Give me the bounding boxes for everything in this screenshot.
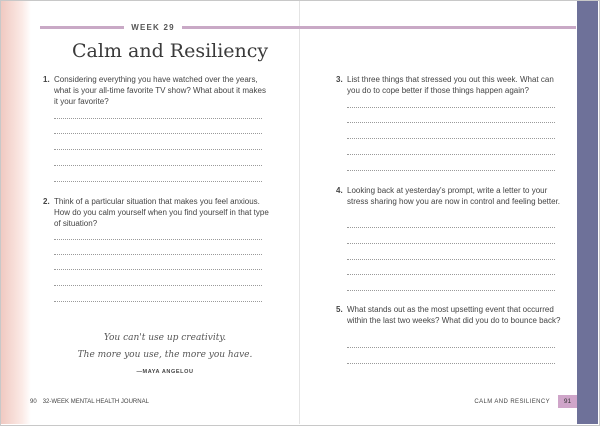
question-number: 4.	[336, 186, 343, 195]
question-2	[43, 196, 274, 229]
quote-line-1: You can't use up creativity.	[103, 333, 227, 343]
right-page-number: 91	[558, 395, 577, 408]
header-rule-left	[40, 26, 124, 29]
question-text: Think of a particular situation that makes you feel anxious. How do you calm yourself when you find yourself in that type of situation?	[54, 197, 269, 228]
header-rule-right	[182, 26, 576, 29]
footer-left	[30, 399, 149, 405]
question-text: What stands out as the most upsetting event that occurred within the last two weeks? What did you do to bounce back?	[347, 305, 561, 325]
answer-line[interactable]	[347, 122, 555, 123]
question-text: Looking back at yesterday's prompt, write a letter to your stress sharing how you are now in control and feeling better.	[347, 186, 561, 206]
answer-line[interactable]	[347, 227, 555, 228]
quote-attribution: —MAYA ANGELOU	[136, 369, 194, 375]
answer-line[interactable]	[347, 170, 555, 171]
left-page-number: 90	[30, 399, 37, 405]
question-text: Considering everything you have watched over the years, what is your all-time favorite TV show? What about it makes it your favorite?	[54, 75, 266, 106]
answer-line[interactable]	[54, 239, 262, 240]
answer-line[interactable]	[347, 259, 555, 260]
answer-line[interactable]	[347, 347, 555, 348]
answer-line[interactable]	[54, 285, 262, 286]
page-title: Calm and Resiliency	[72, 40, 269, 62]
question-number: 2.	[43, 197, 50, 206]
answer-line[interactable]	[54, 181, 262, 182]
answer-line[interactable]	[347, 243, 555, 244]
answer-line[interactable]	[54, 165, 262, 166]
quote-line-2: The more you use, the more you have.	[77, 350, 253, 360]
answer-line[interactable]	[347, 274, 555, 275]
answer-line[interactable]	[54, 301, 262, 302]
left-color-band	[1, 1, 31, 424]
question-4	[336, 185, 562, 207]
question-number: 5.	[336, 305, 343, 314]
answer-line[interactable]	[347, 107, 555, 108]
answer-line[interactable]	[54, 254, 262, 255]
book-spine	[299, 1, 300, 424]
answer-line[interactable]	[54, 269, 262, 270]
question-3	[336, 74, 567, 96]
answer-line[interactable]	[347, 154, 555, 155]
question-number: 3.	[336, 75, 343, 84]
book-title: 32-WEEK MENTAL HEALTH JOURNAL	[42, 399, 149, 405]
answer-line[interactable]	[54, 133, 262, 134]
week-label: WEEK 29	[124, 22, 182, 35]
answer-line[interactable]	[54, 118, 262, 119]
question-5	[336, 304, 562, 326]
question-number: 1.	[43, 75, 50, 84]
question-text: List three things that stressed you out this week. What can you do to cope better if those things happen again?	[347, 75, 554, 95]
answer-line[interactable]	[347, 138, 555, 139]
chapter-title: CALM AND RESILIENCY	[474, 399, 550, 405]
answer-line[interactable]	[54, 149, 262, 150]
right-color-band	[577, 1, 598, 424]
answer-line[interactable]	[347, 290, 555, 291]
question-1	[43, 74, 269, 107]
answer-line[interactable]	[347, 363, 555, 364]
